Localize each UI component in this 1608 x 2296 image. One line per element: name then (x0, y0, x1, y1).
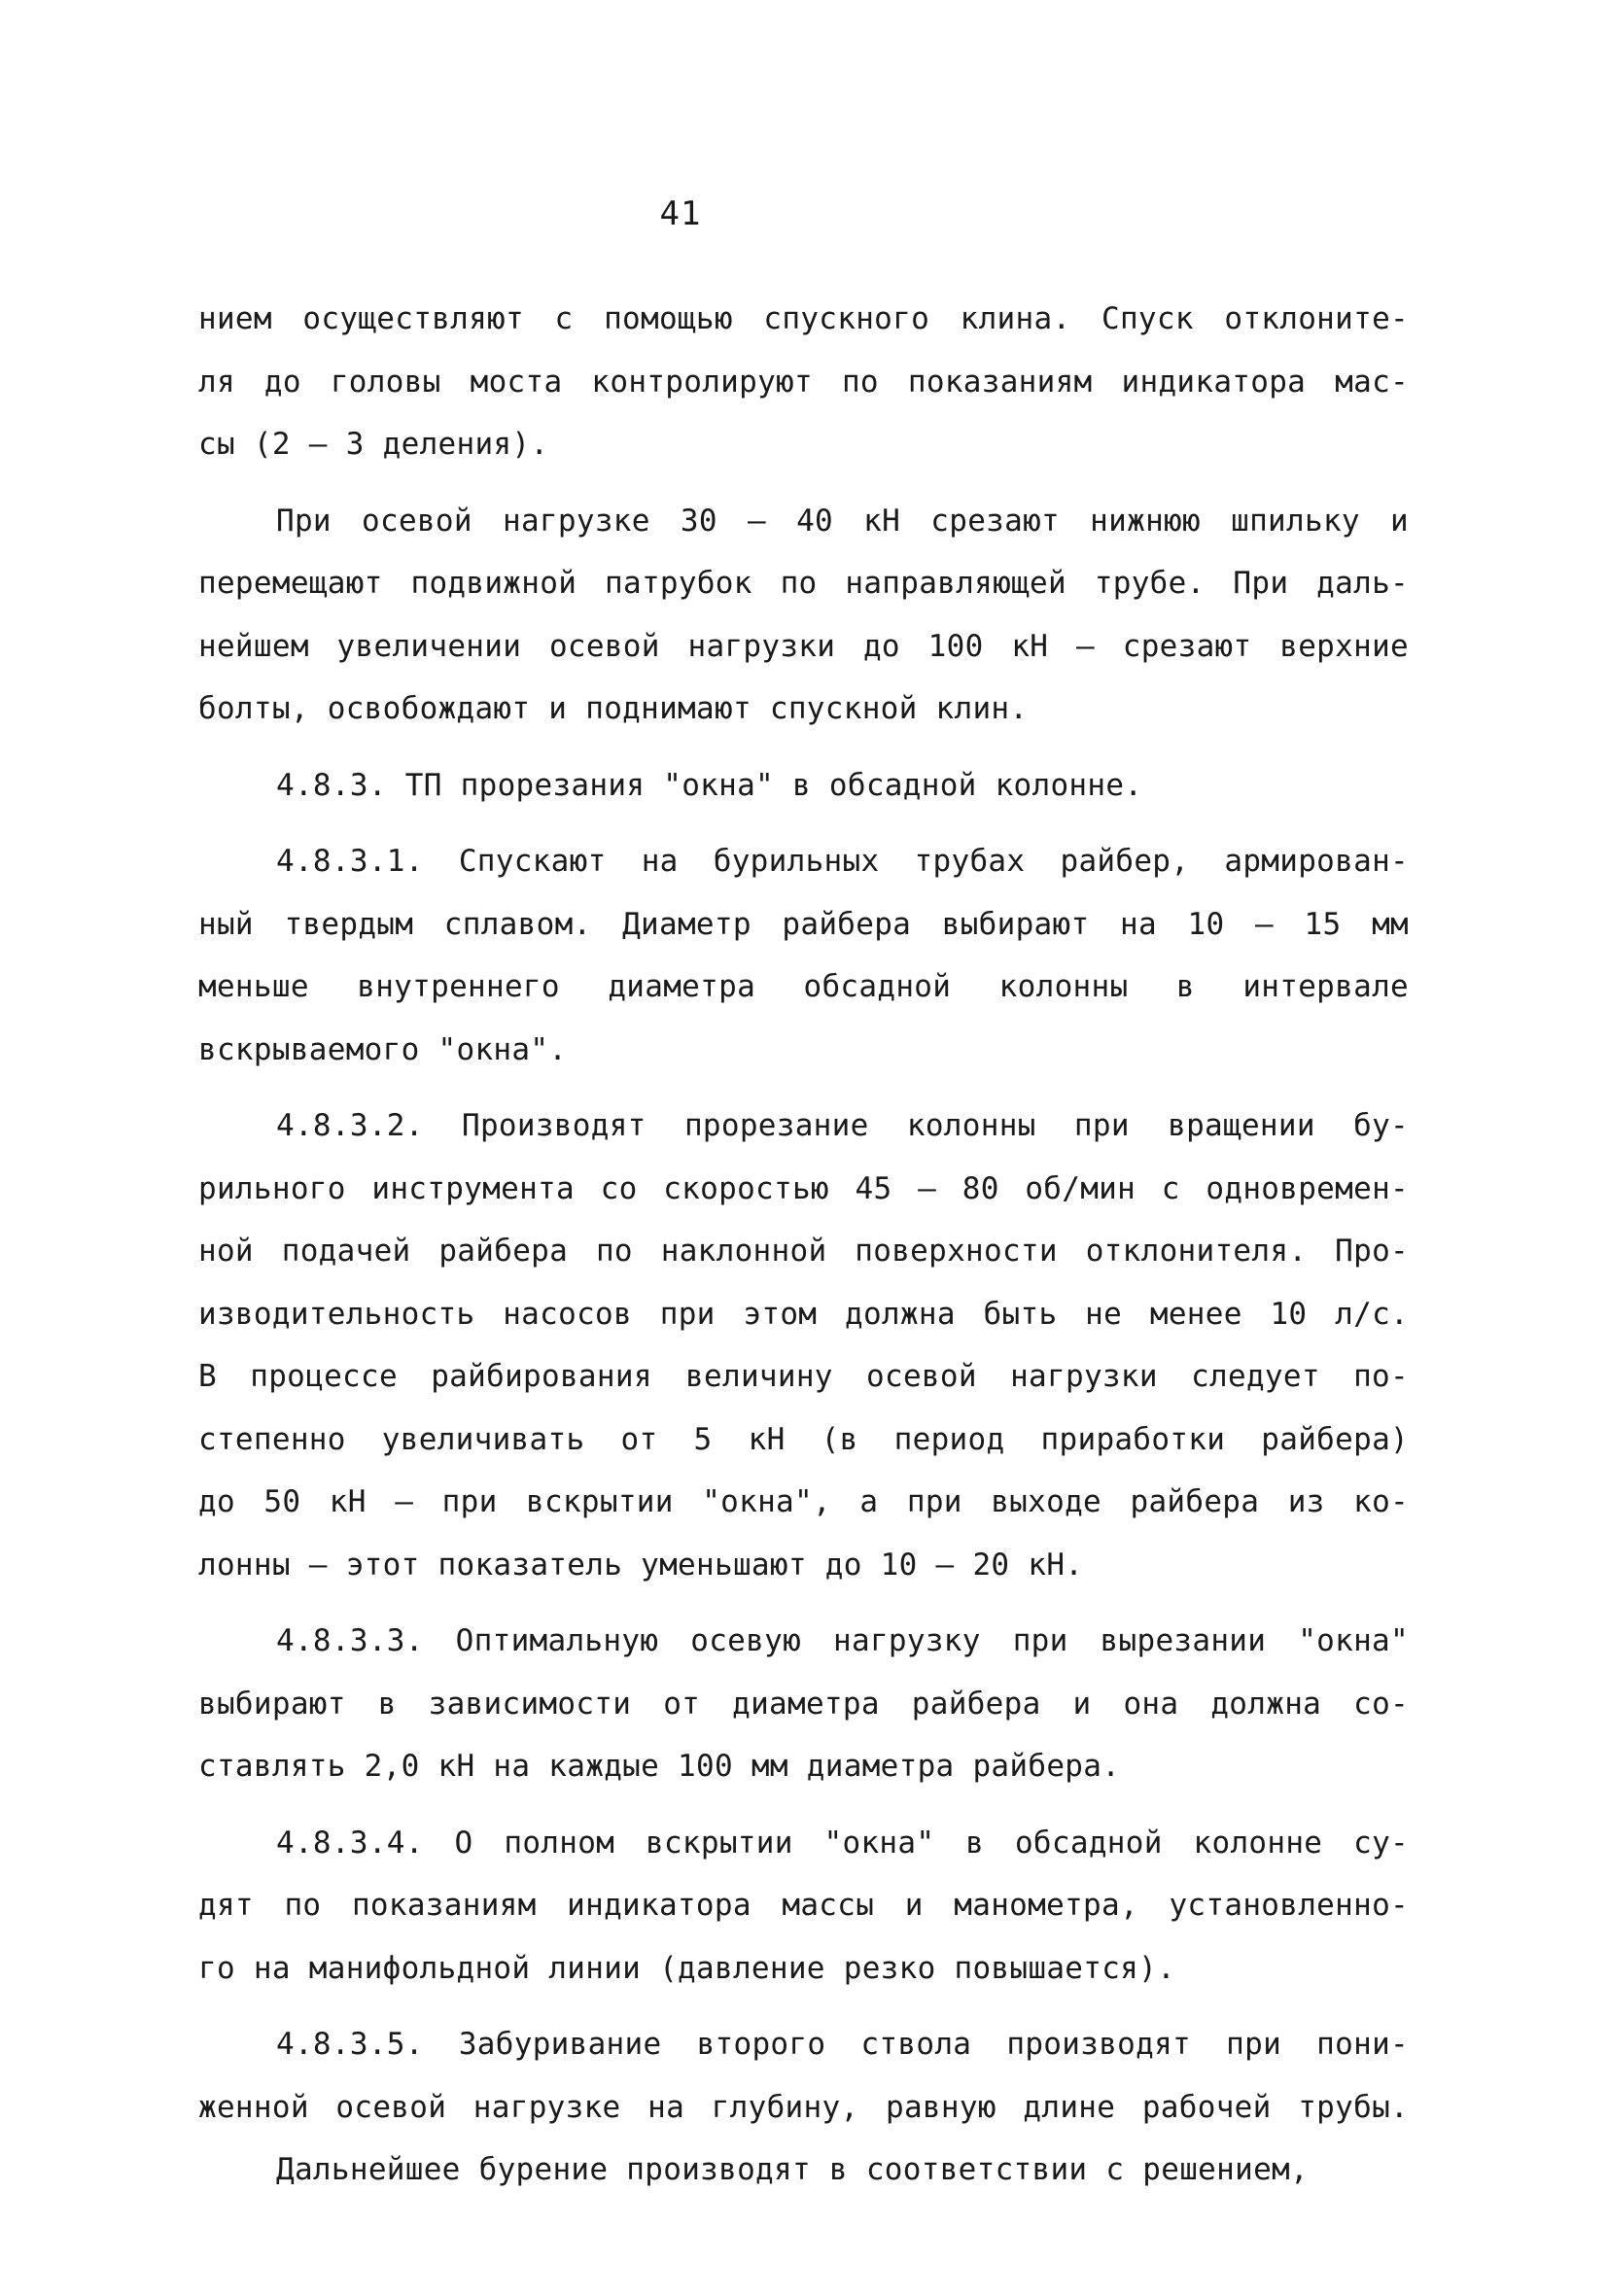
text-line: перемещают подвижной патрубок по направляющей трубе. При даль- (198, 566, 1409, 601)
section-heading: 4.8.3. ТП прорезания "окна" в обсадной колонне. (276, 767, 1143, 803)
text-line: ля до головы моста контролируют по показаниям индикатора мас- (198, 364, 1409, 400)
text-line: 4.8.3.1. Спускают на бурильных трубах райбер, армирован- (276, 844, 1409, 879)
text-line: 4.8.3.5. Забуривание второго ствола производят при пони- (276, 2027, 1409, 2062)
page-number: 41 (659, 194, 702, 233)
paragraph-4-8-3-5 (198, 2013, 1409, 2139)
text-line: ставлять 2,0 кН на каждые 100 мм диаметра райбера. (198, 1749, 1121, 1784)
paragraph-1 (198, 288, 1409, 476)
paragraph-4-8-3-4 (198, 1812, 1409, 2000)
text-line: женной осевой нагрузке на глубину, равную длине рабочей трубы. (198, 2089, 1409, 2125)
text-line: рильного инструмента со скоростью 45 – 80 об/мин с одновремен- (198, 1170, 1409, 1206)
paragraph-2 (198, 490, 1409, 741)
text-line: го на манифольдной линии (давление резко повышается). (198, 1950, 1176, 1986)
text-line: нейшем увеличении осевой нагрузки до 100 кН – срезают верхние (198, 628, 1409, 664)
paragraph-4-8-3-3 (198, 1610, 1409, 1798)
text-line: изводительность насосов при этом должна быть не менее 10 л/с. (198, 1296, 1409, 1332)
paragraph-4-8-3-2 (198, 1095, 1409, 1596)
paragraph-4-8-3-1 (198, 830, 1409, 1081)
text-line: лонны – этот показатель уменьшают до 10 – 20 кН. (198, 1547, 1084, 1583)
text-line: Дальнейшее бурение производят в соответствии с решением, (276, 2152, 1309, 2187)
body-text (198, 288, 1409, 2202)
text-line: При осевой нагрузке 30 – 40 кН срезают нижнюю шпильку и (276, 503, 1409, 539)
text-line: дят по показаниям индикатора массы и манометра, установленно- (198, 1888, 1409, 1923)
text-line: до 50 кН – при вскрытии "окна", а при выходе райбера из ко- (198, 1484, 1409, 1519)
text-line: степенно увеличивать от 5 кН (в период приработки райбера) (198, 1421, 1409, 1457)
text-line: 4.8.3.2. Производят прорезание колонны при вращении бу- (276, 1108, 1409, 1143)
text-line: выбирают в зависимости от диаметра райбера и она должна со- (198, 1686, 1409, 1722)
text-line: нием осуществляют с помощью спускного клина. Спуск отклоните- (198, 301, 1409, 336)
text-line: 4.8.3.4. О полном вскрытии "окна" в обсадной колонне су- (276, 1825, 1409, 1861)
text-line: вскрываемого "окна". (198, 1031, 568, 1067)
text-line: болты, освобождают и поднимают спускной клин. (198, 691, 1029, 726)
section-heading-4-8-3 (198, 754, 1409, 818)
text-line: сы (2 – 3 деления). (198, 427, 549, 462)
text-line: ной подачей райбера по наклонной поверхности отклонителя. Про- (198, 1234, 1409, 1269)
text-line: меньше внутреннего диаметра обсадной колонны в интервале (198, 969, 1409, 1004)
paragraph-continuation (198, 2139, 1409, 2202)
text-line: ный твердым сплавом. Диаметр райбера выбирают на 10 – 15 мм (198, 906, 1409, 942)
text-line: В процессе райбирования величину осевой нагрузки следует по- (198, 1359, 1409, 1394)
text-line: 4.8.3.3. Оптимальную осевую нагрузку при вырезании "окна" (276, 1623, 1409, 1658)
